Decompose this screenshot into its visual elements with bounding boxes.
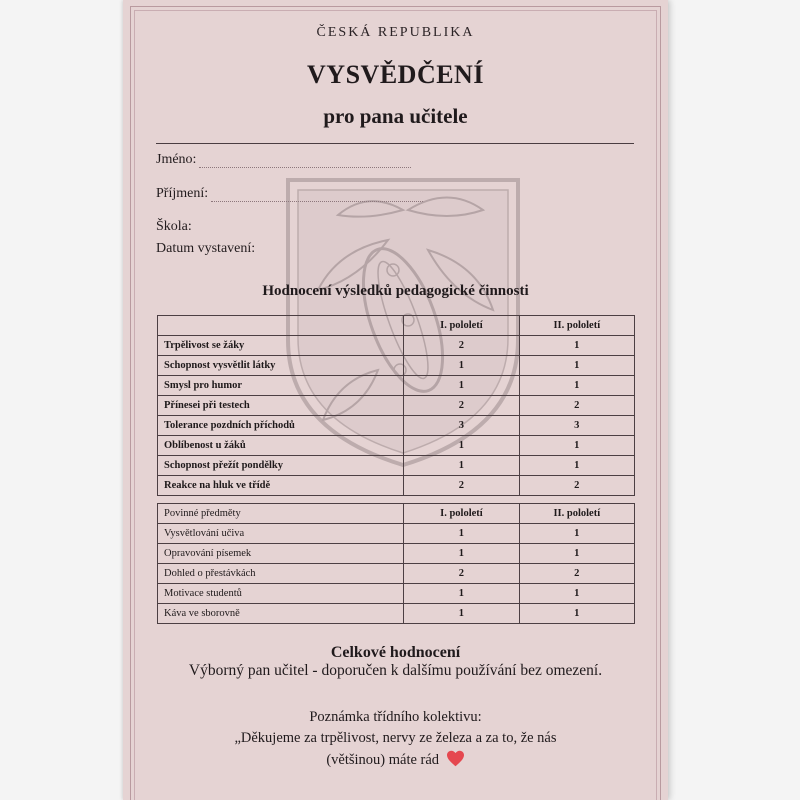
row-label: Trpělivost se žáky <box>158 336 404 356</box>
second-term-grade: 1 <box>519 456 634 476</box>
table-header-first-term: I. pololetí <box>404 316 519 336</box>
second-term-grade: 1 <box>519 604 634 624</box>
table-row <box>158 376 635 396</box>
overall-evaluation-title: Celkové hodnocení <box>330 644 461 661</box>
issue-date-label: Datum vystavení: <box>156 241 256 256</box>
second-term-grade: 2 <box>519 476 634 496</box>
grades-table-performance <box>157 315 635 496</box>
row-label: Káva ve sborovně <box>158 604 404 624</box>
first-term-grade: 1 <box>404 524 519 544</box>
table-row <box>158 584 635 604</box>
school-field <box>156 219 192 235</box>
table-header-second-term: II. pololetí <box>519 504 634 524</box>
second-term-grade: 1 <box>519 436 634 456</box>
second-term-grade: 2 <box>519 396 634 416</box>
overall-evaluation-text: Výborný pan učitel - doporučen k dalšímu používání bez omezení. <box>188 662 603 679</box>
first-term-grade: 1 <box>404 376 519 396</box>
first-term-grade: 2 <box>404 564 519 584</box>
certificate-subtitle: pro pana učitele <box>323 104 468 128</box>
second-term-grade: 1 <box>519 376 634 396</box>
name-field <box>156 152 411 168</box>
table-row <box>158 524 635 544</box>
table-row <box>158 544 635 564</box>
first-term-grade: 2 <box>404 476 519 496</box>
first-term-grade: 3 <box>404 416 519 436</box>
header-divider <box>156 143 634 144</box>
country-name: ČESKÁ REPUBLIKA <box>316 25 475 40</box>
table-row <box>158 604 635 624</box>
row-label: Tolerance pozdních příchodů <box>158 416 404 436</box>
table-row <box>158 416 635 436</box>
grades-table-subjects <box>157 503 635 624</box>
first-term-grade: 2 <box>404 396 519 416</box>
row-label: Schopnost přežít pondělky <box>158 456 404 476</box>
class-note-line-2 <box>123 750 668 769</box>
first-term-grade: 1 <box>404 456 519 476</box>
issue-date-field <box>156 241 255 257</box>
surname-label: Příjmení: <box>156 186 209 201</box>
second-term-grade: 1 <box>519 524 634 544</box>
second-term-grade: 1 <box>519 356 634 376</box>
second-term-grade: 2 <box>519 564 634 584</box>
table-header-first-term: I. pololetí <box>404 504 519 524</box>
first-term-grade: 2 <box>404 336 519 356</box>
surname-dotted-line <box>211 189 423 202</box>
table-row <box>158 476 635 496</box>
certificate-card <box>123 0 668 800</box>
row-label: Opravování písemek <box>158 544 404 564</box>
table-header-row <box>158 504 635 524</box>
surname-field <box>156 186 423 202</box>
row-label: Dohled o přestávkách <box>158 564 404 584</box>
heart-icon <box>446 750 465 767</box>
first-term-grade: 1 <box>404 356 519 376</box>
table-header-subjects: Povinné předměty <box>158 504 404 524</box>
row-label: Vysvětlování učiva <box>158 524 404 544</box>
first-term-grade: 1 <box>404 436 519 456</box>
second-term-grade: 1 <box>519 544 634 564</box>
table-header-empty <box>158 316 404 336</box>
row-label: Smysl pro humor <box>158 376 404 396</box>
certificate-title: VYSVĚDČENÍ <box>307 60 484 89</box>
table-row <box>158 336 635 356</box>
first-term-grade: 1 <box>404 584 519 604</box>
second-term-grade: 1 <box>519 584 634 604</box>
table-row <box>158 356 635 376</box>
row-label: Motivace studentů <box>158 584 404 604</box>
name-dotted-line <box>199 155 411 168</box>
first-term-grade: 1 <box>404 544 519 564</box>
table-header-row <box>158 316 635 336</box>
section-title: Hodnocení výsledků pedagogické činnosti <box>262 283 529 299</box>
name-label: Jméno: <box>156 152 197 167</box>
table-row <box>158 456 635 476</box>
table-row <box>158 564 635 584</box>
row-label: Přínesei při testech <box>158 396 404 416</box>
first-term-grade: 1 <box>404 604 519 624</box>
table-row <box>158 436 635 456</box>
second-term-grade: 1 <box>519 336 634 356</box>
row-label: Reakce na hluk ve třídě <box>158 476 404 496</box>
table-row <box>158 396 635 416</box>
table-header-second-term: II. pololetí <box>519 316 634 336</box>
class-note-line-1: „Děkujeme za trpělivost, nervy ze železa a za to, že nás <box>234 730 557 746</box>
class-note-title: Poznámka třídního kolektivu: <box>309 709 482 725</box>
row-label: Schopnost vysvětlit látky <box>158 356 404 376</box>
school-label: Škola: <box>156 219 192 234</box>
class-note-line-2-text: (většinou) máte rád <box>326 752 440 768</box>
second-term-grade: 3 <box>519 416 634 436</box>
row-label: Oblíbenost u žáků <box>158 436 404 456</box>
